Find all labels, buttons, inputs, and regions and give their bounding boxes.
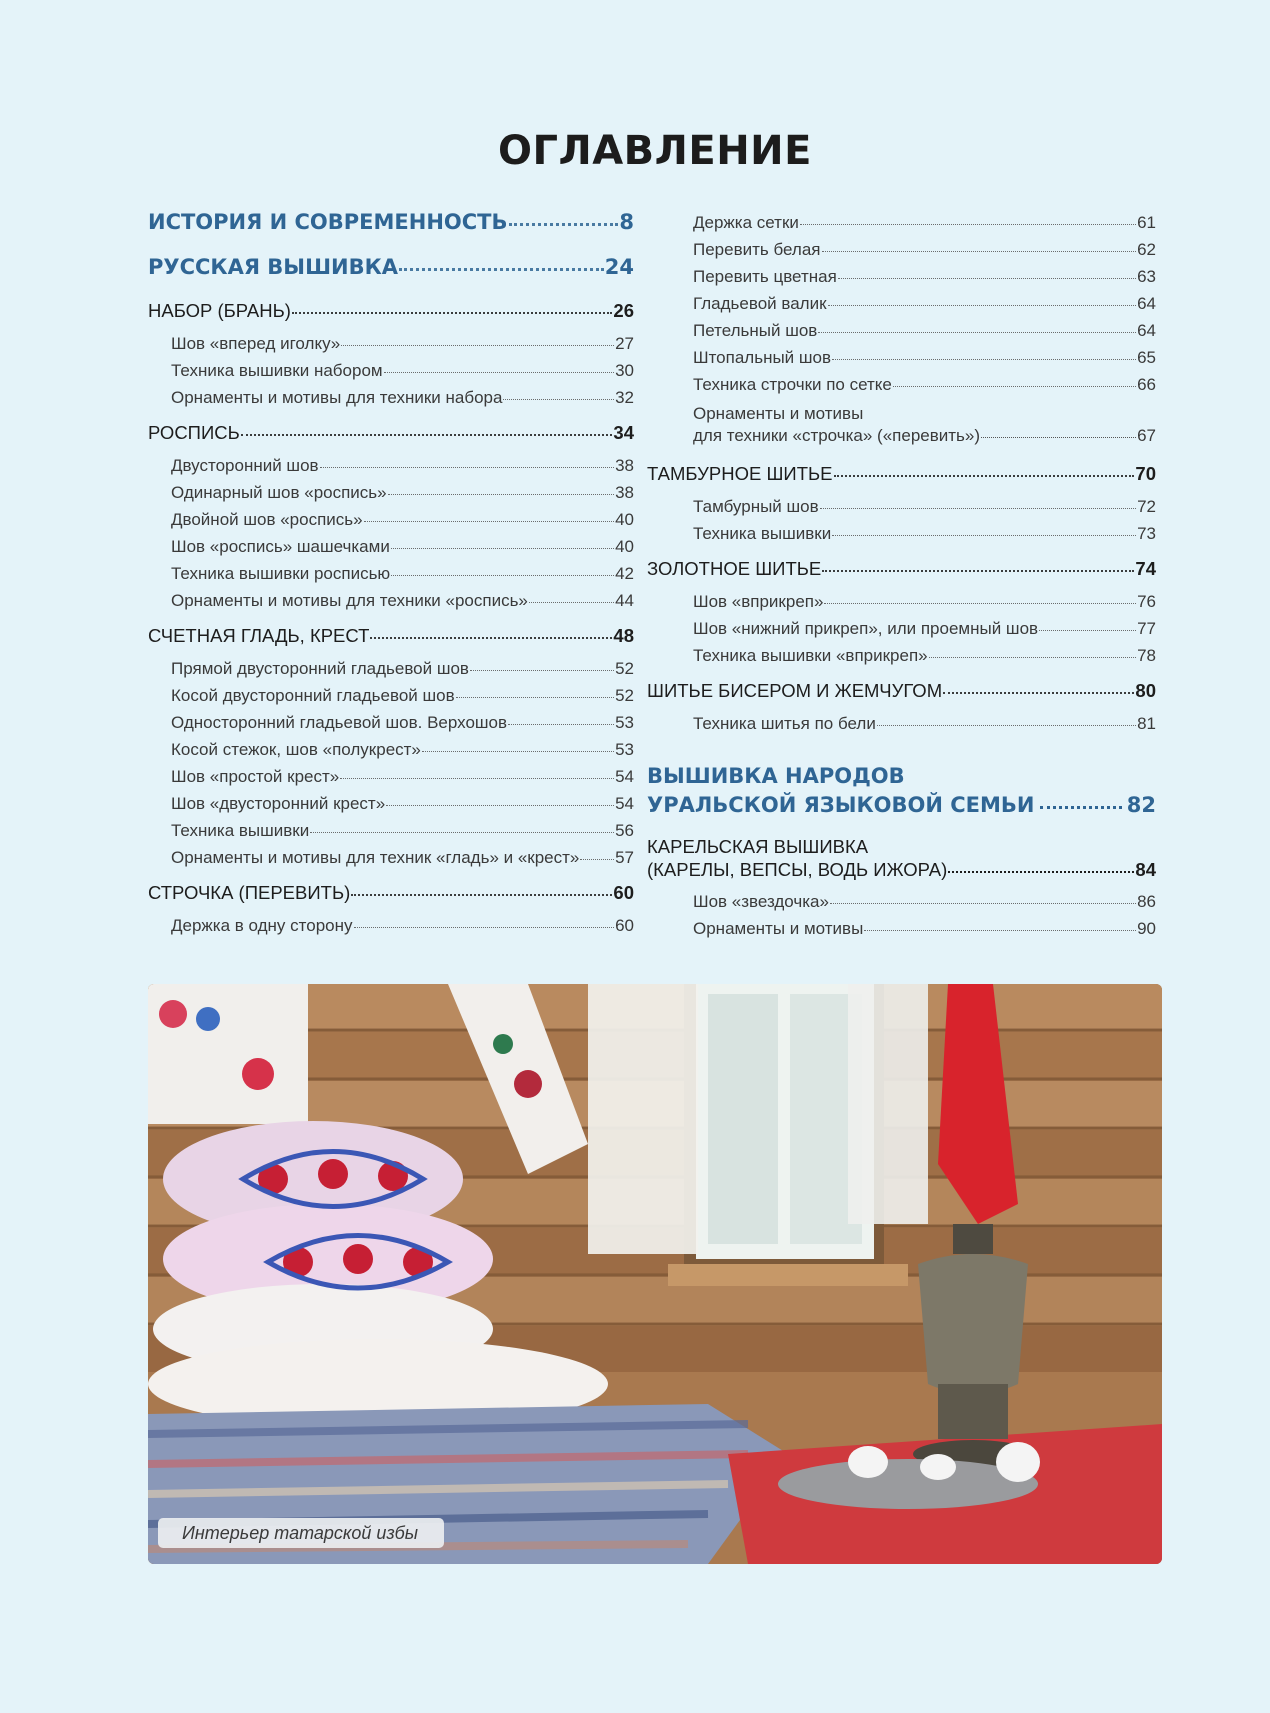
toc-entry[interactable] — [670, 592, 1156, 612]
toc-entry-label: Перевить цветная — [693, 267, 837, 286]
leader-dots — [456, 696, 614, 698]
toc-entry-page: 60 — [613, 882, 634, 903]
toc-entry-label: Шов «нижний прикреп», или проемный шов — [693, 619, 1039, 638]
toc-entry-label: Шов «простой крест» — [171, 767, 340, 786]
toc-entry-label: Техника вышивки — [171, 821, 310, 840]
leader-dots — [830, 902, 1136, 904]
toc-entry[interactable] — [148, 361, 634, 381]
toc-entry-page: 38 — [615, 456, 634, 475]
toc-entry[interactable] — [148, 713, 634, 733]
toc-entry[interactable] — [148, 456, 634, 476]
leader-dots — [384, 371, 614, 373]
leader-dots — [834, 474, 1135, 477]
toc-entry-label: Шов «звездочка» — [693, 892, 829, 911]
leader-dots — [832, 534, 1136, 536]
toc-entry[interactable] — [148, 740, 634, 760]
toc-entry[interactable] — [670, 919, 1156, 939]
toc-entry-label: Косой стежок, шов «полукрест» — [171, 740, 421, 759]
toc-entry-page: 32 — [615, 388, 634, 407]
toc-entry-label: Техника строчки по сетке — [693, 375, 892, 394]
toc-entry-page: 70 — [1135, 463, 1156, 484]
toc-entry-page: 73 — [1137, 524, 1156, 543]
leader-dots — [1039, 629, 1136, 631]
toc-entry[interactable] — [670, 321, 1156, 341]
toc-entry[interactable] — [670, 267, 1156, 287]
toc-entry-page: 42 — [615, 564, 634, 583]
toc-entry-page: 56 — [615, 821, 634, 840]
leader-dots — [943, 691, 1134, 694]
toc-entry-label: Шов «вперед иголку» — [171, 334, 341, 353]
toc-entry-page: 76 — [1137, 592, 1156, 611]
leader-dots — [351, 893, 612, 896]
toc-entry-page: 61 — [1137, 213, 1156, 232]
toc-entry-page: 57 — [615, 848, 634, 867]
page-title: ОГЛАВЛЕНИЕ — [498, 128, 812, 174]
toc-entry-page: 52 — [615, 659, 634, 678]
toc-entry-page: 27 — [615, 334, 634, 353]
toc-entry-label: ШИТЬЕ БИСЕРОМ И ЖЕМЧУГОМ — [647, 680, 943, 701]
toc-entry-page: 66 — [1137, 375, 1156, 394]
toc-entry[interactable] — [670, 294, 1156, 314]
toc-entry-label: Двойной шов «роспись» — [171, 510, 363, 529]
toc-entry[interactable] — [670, 524, 1156, 544]
toc-entry-page: 64 — [1137, 294, 1156, 313]
toc-entry-page: 8 — [619, 210, 634, 234]
toc-entry-strochka[interactable] — [148, 882, 634, 904]
toc-entry-page: 65 — [1137, 348, 1156, 367]
leader-dots — [828, 304, 1137, 306]
photo-caption: Интерьер татарской избы — [158, 1518, 444, 1548]
toc-entry[interactable] — [670, 646, 1156, 666]
toc-entry-page: 26 — [613, 300, 634, 321]
toc-entry-karelian[interactable] — [647, 835, 1156, 881]
toc-entry-label: Шов «двусторонний крест» — [171, 794, 386, 813]
toc-entry-page: 62 — [1137, 240, 1156, 259]
toc-entry-page: 63 — [1137, 267, 1156, 286]
leader-dots — [832, 358, 1136, 360]
leader-dots — [509, 222, 619, 226]
leader-dots — [341, 344, 614, 346]
leader-dots — [529, 601, 614, 603]
leader-dots — [320, 466, 615, 468]
toc-entry-page: 30 — [615, 361, 634, 380]
toc-entry-page: 54 — [615, 767, 634, 786]
toc-entry-zolotnoe[interactable] — [647, 558, 1156, 580]
toc-entry-page: 53 — [615, 713, 634, 732]
leader-dots — [508, 723, 614, 725]
toc-entry-page: 52 — [615, 686, 634, 705]
leader-dots — [391, 574, 614, 576]
toc-entry-page: 54 — [615, 794, 634, 813]
toc-entry[interactable] — [148, 564, 634, 584]
toc-entry[interactable] — [148, 916, 634, 936]
toc-entry-label: Техника вышивки «вприкреп» — [693, 646, 928, 665]
toc-entry-label: Орнаменты и мотивы — [693, 404, 864, 423]
toc-entry-label-line2: (КАРЕЛЫ, ВЕПСЫ, ВОДЬ ИЖОРА) — [647, 859, 948, 880]
toc-entry-label-line2: УРАЛЬСКОЙ ЯЗЫКОВОЙ СЕМЬИ — [647, 793, 1035, 817]
window — [588, 984, 928, 1286]
toc-entry-label: Орнаменты и мотивы — [693, 919, 864, 938]
toc-entry-page: 40 — [615, 537, 634, 556]
leader-dots — [824, 602, 1136, 604]
toc-entry-label: Техника вышивки набором — [171, 361, 383, 380]
toc-entry-page: 48 — [613, 625, 634, 646]
leader-dots — [1040, 805, 1121, 809]
toc-entry-label: Держка сетки — [693, 213, 799, 232]
toc-entry[interactable] — [148, 794, 634, 814]
toc-entry-page: 44 — [615, 591, 634, 610]
toc-entry[interactable] — [148, 591, 634, 611]
leader-dots — [503, 398, 614, 400]
toc-entry-page: 77 — [1137, 619, 1156, 638]
toc-entry-label: СТРОЧКА (ПЕРЕВИТЬ) — [148, 882, 351, 903]
leader-dots — [818, 331, 1136, 333]
toc-entry-label: Петельный шов — [693, 321, 818, 340]
toc-entry-label: СЧЕТНАЯ ГЛАДЬ, КРЕСТ — [148, 625, 370, 646]
leader-dots — [929, 656, 1136, 658]
toc-entry-schetnaya-glad[interactable] — [148, 625, 634, 647]
toc-entry[interactable] — [670, 619, 1156, 639]
toc-entry-page: 72 — [1137, 497, 1156, 516]
toc-entry-biser[interactable] — [647, 680, 1156, 702]
leader-dots — [370, 636, 612, 639]
leader-dots — [470, 669, 614, 671]
leader-dots — [948, 870, 1134, 873]
toc-entry-page: 90 — [1137, 919, 1156, 938]
leader-dots — [364, 520, 614, 522]
toc-entry-page: 81 — [1137, 714, 1156, 733]
toc-entry[interactable] — [670, 892, 1156, 912]
toc-entry-page: 34 — [613, 422, 634, 443]
toc-entry-label: НАБОР (БРАНЬ) — [148, 300, 291, 321]
toc-entry[interactable] — [148, 483, 634, 503]
leader-dots — [820, 507, 1136, 509]
leader-dots — [399, 267, 604, 271]
toc-entry[interactable] — [148, 767, 634, 787]
toc-entry-page: 53 — [615, 740, 634, 759]
toc-entry-rospis[interactable] — [148, 422, 634, 444]
toc-entry[interactable] — [670, 213, 1156, 233]
toc-entry-page: 84 — [1135, 859, 1156, 880]
toc-entry[interactable] — [148, 659, 634, 679]
toc-entry-russian-embroidery[interactable] — [148, 255, 634, 279]
leader-dots — [981, 436, 1136, 438]
toc-entry[interactable] — [148, 848, 634, 868]
toc-entry-page: 78 — [1137, 646, 1156, 665]
leader-dots — [877, 724, 1136, 726]
toc-entry-label: Техника вышивки росписью — [171, 564, 391, 583]
toc-entry-page: 67 — [1137, 426, 1156, 445]
toc-entry-label: Штопальный шов — [693, 348, 832, 367]
leader-dots — [864, 929, 1136, 931]
leader-dots — [822, 569, 1134, 572]
toc-entry-page: 80 — [1135, 680, 1156, 701]
toc-entry-nabor[interactable] — [148, 300, 634, 322]
toc-entry-label: Держка в одну сторону — [171, 916, 353, 935]
toc-entry-label: Прямой двусторонний гладьевой шов — [171, 659, 469, 678]
toc-entry-page: 60 — [615, 916, 634, 935]
leader-dots — [391, 547, 614, 549]
toc-entry[interactable] — [148, 334, 634, 354]
leader-dots — [893, 385, 1136, 387]
toc-entry-tambur[interactable] — [647, 463, 1156, 485]
leader-dots — [388, 493, 614, 495]
toc-entry-page: 74 — [1135, 558, 1156, 579]
toc-entry-page: 82 — [1126, 793, 1156, 817]
toc-entry-label-line2: для техники «строчка» («перевить») — [693, 426, 981, 445]
leader-dots — [800, 223, 1136, 225]
toc-entry-page: 40 — [615, 510, 634, 529]
leader-dots — [310, 831, 614, 833]
toc-entry[interactable] — [670, 714, 1156, 734]
toc-entry-label: ИСТОРИЯ И СОВРЕМЕННОСТЬ — [148, 210, 508, 234]
toc-entry-label: Двусторонний шов — [171, 456, 319, 475]
toc-entry-page: 24 — [604, 255, 634, 279]
toc-entry-history[interactable] — [148, 210, 634, 234]
toc-entry-label: Техника шитья по бели — [693, 714, 876, 733]
leader-dots — [354, 926, 615, 928]
toc-entry[interactable] — [148, 537, 634, 557]
toc-entry[interactable] — [148, 821, 634, 841]
toc-entry[interactable] — [670, 240, 1156, 260]
leader-dots — [422, 750, 614, 752]
leader-dots — [580, 858, 614, 860]
photo-illustration — [148, 984, 1162, 1564]
toc-entry-label: Тамбурный шов — [693, 497, 819, 516]
toc-entry-page: 64 — [1137, 321, 1156, 340]
toc-entry[interactable] — [148, 510, 634, 530]
interior-photo — [148, 984, 1162, 1564]
toc-entry[interactable] — [670, 375, 1156, 395]
toc-entry-label: Орнаменты и мотивы для техники набора — [171, 388, 503, 407]
toc-entry-label: ЗОЛОТНОЕ ШИТЬЕ — [647, 558, 822, 579]
toc-entry-label: Орнаменты и мотивы для техники «роспись» — [171, 591, 528, 610]
toc-entry-multiline[interactable] — [670, 402, 1156, 446]
toc-entry-label: Шов «роспись» шашечками — [171, 537, 390, 556]
toc-entry-label: Гладьевой валик — [693, 294, 827, 313]
leader-dots — [340, 777, 614, 779]
toc-entry-label: Перевить белая — [693, 240, 821, 259]
toc-entry-label: Шов «вприкреп» — [693, 592, 824, 611]
toc-entry[interactable] — [148, 388, 634, 408]
leader-dots — [822, 250, 1137, 252]
leader-dots — [838, 277, 1136, 279]
toc-entry[interactable] — [670, 497, 1156, 517]
toc-entry-label: ТАМБУРНОЕ ШИТЬЕ — [647, 463, 833, 484]
leader-dots — [241, 433, 613, 436]
toc-entry[interactable] — [670, 348, 1156, 368]
toc-entry-label: Односторонний гладьевой шов. Верхошов — [171, 713, 508, 732]
toc-entry-label: Орнаменты и мотивы для техник «гладь» и «крест» — [171, 848, 580, 867]
toc-entry-label: КАРЕЛЬСКАЯ ВЫШИВКА — [647, 836, 869, 857]
toc-entry-label: ВЫШИВКА НАРОДОВ — [647, 764, 905, 788]
toc-entry-label: Косой двусторонний гладьевой шов — [171, 686, 455, 705]
toc-entry-label: РУССКАЯ ВЫШИВКА — [148, 255, 399, 279]
toc-entry[interactable] — [148, 686, 634, 706]
leader-dots — [292, 311, 613, 314]
leader-dots — [386, 804, 614, 806]
toc-entry-page: 38 — [615, 483, 634, 502]
toc-entry-label: РОСПИСЬ — [148, 422, 240, 443]
toc-entry-uralic[interactable] — [647, 762, 1156, 820]
toc-entry-label: Техника вышивки — [693, 524, 832, 543]
toc-entry-label: Одинарный шов «роспись» — [171, 483, 387, 502]
toc-entry-page: 86 — [1137, 892, 1156, 911]
